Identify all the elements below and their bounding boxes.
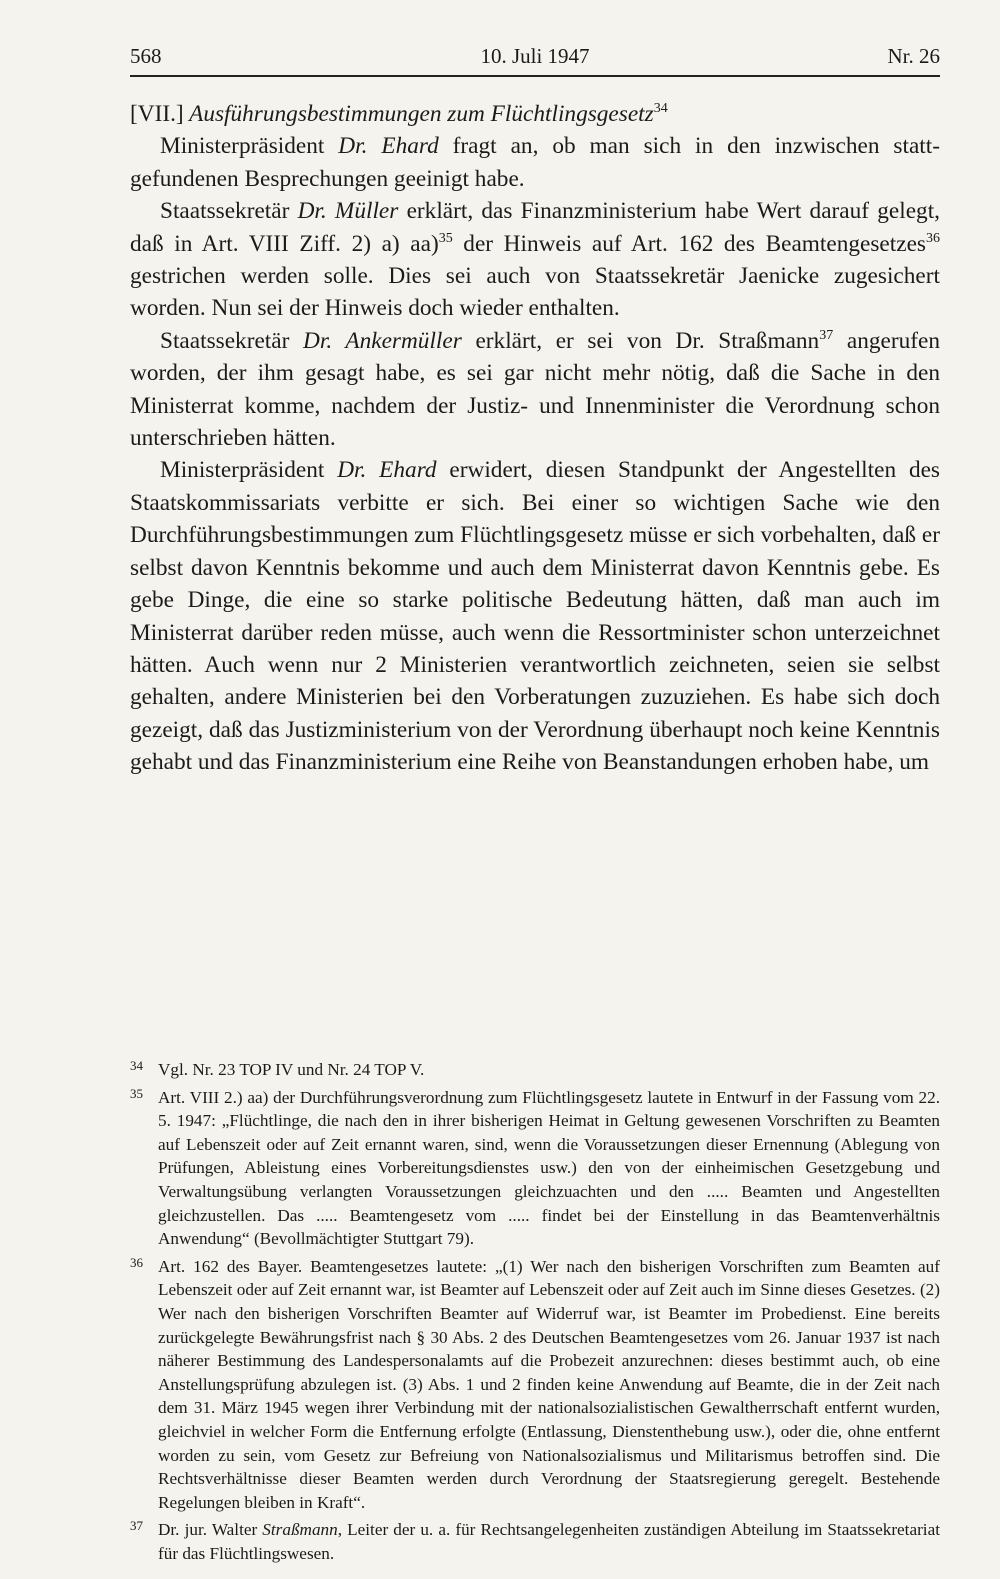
- text-run: der Hinweis auf Art. 162 des Beamtengesetzes: [452, 230, 926, 257]
- section-heading: [130, 98, 940, 130]
- paragraph: [130, 454, 940, 778]
- text-run: Staatssekretär: [160, 198, 298, 225]
- text-run: fragt an, ob man sich in den inzwischen stattgefundenen Besprechungen geeinigt habe.: [130, 133, 940, 192]
- header-divider: [130, 75, 940, 77]
- text-run: , Leiter der u. a. für Rechtsangelegenheiten zuständigen Abteilung im Staatssekretariat für das Flüchtlingswesen.: [158, 1520, 940, 1563]
- footnotes: [130, 1058, 940, 1569]
- paragraph: [130, 325, 940, 455]
- page-number: 568: [130, 44, 162, 68]
- text-run: Ministerpräsident: [160, 457, 338, 484]
- footnote: [130, 1086, 940, 1251]
- speaker-name: Dr. Müller: [297, 198, 399, 225]
- footnote-ref: 35: [438, 230, 453, 246]
- header-date: 10. Juli 1947: [480, 44, 590, 68]
- section-title: Ausführungsbestimmungen zum Flüchtlingsgesetz: [189, 101, 654, 127]
- text-run: angerufen worden, der ihm gesagt habe, es sei gar nicht mehr nötig, daß die Sache in den Ministerrat komme, nachdem der Justiz- und Innenminister die Verordnung schon unterschrieben hätten.: [130, 327, 940, 452]
- paragraph: [130, 130, 940, 195]
- footnote: [130, 1255, 940, 1515]
- main-text: [130, 98, 940, 779]
- footnote-ref: 34: [653, 101, 668, 116]
- text-run: erklärt, das Finanzministerium habe Wert darauf gelegt, daß in Art. VIII Ziff. 2) a) aa): [130, 198, 940, 257]
- issue-number: Nr. 26: [887, 44, 940, 68]
- footnote-text: Art. VIII 2.) aa) der Durchführungsverordnung zum Flüchtlingsgesetz lautete in Entwurf in der Fassung vom 22. 5. 1947: „Flüchtlinge, die nach den in ihrer bisherigen Heimat in Geltung gewesenen Vorschriften zu Beamten auf Lebenszeit oder auf Zeit ernannt waren, sind, wenn die Voraussetzungen dieser Ernennung (Ablegung von Prüfungen, Ableistung eines Vorbereitungsdienstes usw.) den von der einheimischen Gesetzgebung und Verwaltungsübung verlangten Voraussetzungen gleichzuachten und den ..... Beamten und Angestellten gleichzustellen. Das ..... Beamtengesetz vom ..... findet bei der Einstellung in das Beamtenverhältnis Anwendung“ (Bevollmächtigter Stuttgart 79).: [158, 1087, 940, 1249]
- text-run: erwidert, diesen Standpunkt der Angestellten des Staatskommissariats verbitte er sich. Bei einer so wichtigen Sache wie den Durchführungsbestimmungen zum Flüchtlingsgesetz müsse er sich vorbehalten, daß er selbst davon Kenntnis bekomme und auch dem Ministerrat davon Kenntnis gebe. Es gebe Dinge, die eine so starke politische Bedeutung hätten, daß man auch im Ministerrat darüber reden müsse, auch wenn die Ressortminister schon unterzeichnet hätten. Auch wenn nur 2 Ministerien verantwortlich zeichneten, seien sie selbst gehalten, andere Ministerien bei den Vorberatungen zuzuziehen. Es habe sich doch gezeigt, daß das Justizministerium von der Verordnung überhaupt noch keine Kenntnis gehabt und das Finanzministerium eine Reihe von Beanstandungen erhoben habe, um: [130, 457, 940, 776]
- text-run: Dr. jur. Walter: [158, 1520, 263, 1540]
- footnote-ref: 36: [926, 230, 940, 246]
- section-number: [VII.]: [130, 101, 184, 127]
- footnote: [130, 1058, 940, 1082]
- footnote-number: 35: [130, 1085, 143, 1101]
- speaker-name: Dr. Ankermüller: [303, 327, 462, 354]
- footnote-number: 36: [130, 1254, 143, 1270]
- text-run: Ministerpräsident: [160, 133, 339, 160]
- footnote: [130, 1518, 940, 1565]
- footnote-number: 34: [130, 1058, 143, 1073]
- person-name: Straßmann: [262, 1520, 338, 1540]
- footnote-number: 37: [130, 1518, 143, 1534]
- paragraph: [130, 195, 940, 325]
- running-header: [130, 44, 940, 74]
- text-run: gestrichen werden solle. Dies sei auch von Staatssekretär Jaenicke zugesichert worden. Nun sei der Hinweis doch wieder enthalten.: [130, 263, 940, 322]
- footnote-text: Art. 162 des Bayer. Beamtengesetzes lautete: „(1) Wer nach den bisherigen Vorschriften zum Beamten auf Lebenszeit oder auf Zeit ernannt war, ist Beamter auf Lebenszeit oder auf Zeit auch im Sinne dieses Gesetzes. (2) Wer nach den bisherigen Vorschriften Beamter auf Widerruf war, ist Beamter im Probedienst. Eine bereits zurückgelegte Bewährungsfrist nach § 30 Abs. 2 des Deutschen Beamtengesetzes vom 26. Januar 1937 ist nach näherer Bestimmung des Landespersonalamts auf die Probezeit anzurechnen: dieses bestimmt auch, ob eine Anstellungsprüfung abzulegen ist. (3) Abs. 1 und 2 finden keine Anwendung auf Beamte, die in der Zeit nach dem 31. März 1945 wegen ihrer Verbindung mit der nationalsozialistischen Gewaltherrschaft entfernt wurden, gleichviel in welcher Form die Entfernung erfolgte (Entlassung, Dienstenthebung usw.), oder die, ohne entfernt worden zu sein, vom Gesetz zur Befreiung von Nationalsozialismus und Militarismus betroffen sind. Die Rechtsverhältnisse dieser Beamten werden durch Verordnung der Staatsregierung geregelt. Bestehende Regelungen bleiben in Kraft“.: [158, 1256, 940, 1512]
- speaker-name: Dr. Ehard: [338, 133, 439, 160]
- text-run: Staatssekretär: [160, 327, 304, 354]
- footnote-text: Vgl. Nr. 23 TOP IV und Nr. 24 TOP V.: [158, 1060, 425, 1079]
- speaker-name: Dr. Ehard: [337, 457, 437, 484]
- footnote-ref: 37: [819, 327, 834, 343]
- footnote-text: [158, 1520, 940, 1563]
- text-run: erklärt, er sei von Dr. Straßmann: [461, 327, 820, 354]
